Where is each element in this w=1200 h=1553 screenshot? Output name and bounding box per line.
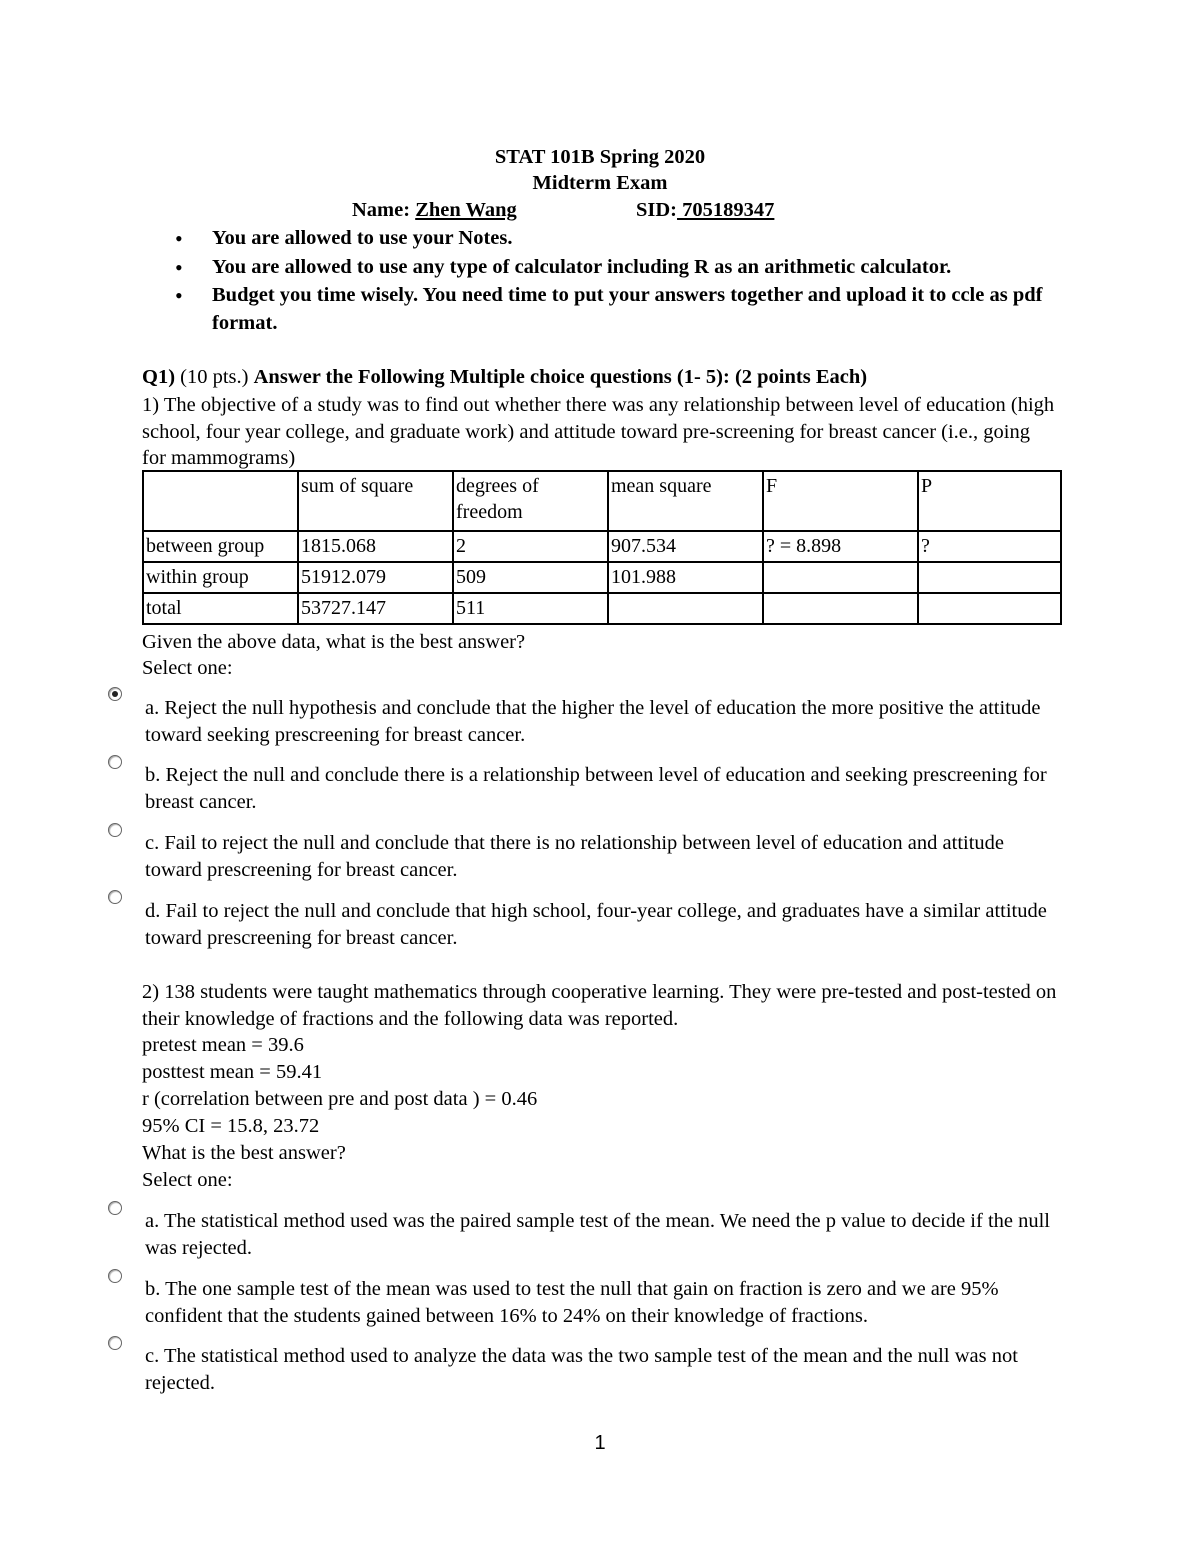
radio-q2-option-b[interactable] bbox=[108, 1269, 122, 1283]
table-cell bbox=[608, 593, 763, 624]
q1-option-c: c. Fail to reject the null and conclude that there is no relationship between level of education and attitude toward prescreening for breast cancer. bbox=[145, 832, 1004, 881]
rule-item: • Budget you time wisely. You need time to put your answers together and upload it to ccle as pdf format. bbox=[175, 282, 1072, 337]
table-header-cell: degrees of freedom bbox=[453, 471, 608, 531]
course-title: STAT 101B Spring 2020 bbox=[494, 146, 706, 168]
question-1-prompt: 1) The objective of a study was to find out whether there was any relationship between level of education (high school, four year college, and graduate work) and attitude toward pre-screening for breast cancer (i.e., going for mammograms) bbox=[142, 394, 1055, 469]
radio-q1-option-d[interactable] bbox=[108, 890, 122, 904]
table-cell bbox=[918, 562, 1061, 593]
table-header-cell: F bbox=[763, 471, 918, 531]
q1-header bbox=[142, 364, 867, 391]
table-cell: 51912.079 bbox=[298, 562, 453, 593]
page-number: 1 bbox=[594, 1432, 606, 1454]
table-header-cell: mean square bbox=[608, 471, 763, 531]
rule-item: • You are allowed to use any type of calculator including R as an arithmetic calculator. bbox=[175, 254, 972, 282]
table-cell: 907.534 bbox=[608, 531, 763, 562]
radio-q1-option-c[interactable] bbox=[108, 823, 122, 837]
table-header-cell bbox=[143, 471, 298, 531]
q1-option-a: a. Reject the null hypothesis and conclude that the higher the level of education the more positive the attitude toward seeking prescreening for breast cancer. bbox=[145, 697, 1041, 746]
table-cell: between group bbox=[143, 531, 298, 562]
question-1-select-one: Select one: bbox=[142, 657, 233, 679]
table-row bbox=[143, 562, 1061, 593]
q1-instructions: Answer the Following Multiple choice questions (1- 5): (2 points Each) bbox=[253, 366, 868, 388]
table-cell: 1815.068 bbox=[298, 531, 453, 562]
q2-posttest-line: posttest mean = 59.41 bbox=[142, 1061, 323, 1083]
table-cell: 511 bbox=[453, 593, 608, 624]
q2-ci-line: 95% CI = 15.8, 23.72 bbox=[142, 1115, 320, 1137]
table-cell bbox=[918, 593, 1061, 624]
question-1-ask: Given the above data, what is the best answer? bbox=[142, 631, 526, 653]
table-header-cell: P bbox=[918, 471, 1061, 531]
q1-points: (10 pts.) bbox=[175, 366, 254, 388]
q2-correlation-line: r (correlation between pre and post data ) = 0.46 bbox=[142, 1088, 538, 1110]
sid-label: SID: bbox=[636, 199, 678, 221]
table-cell: total bbox=[143, 593, 298, 624]
exam-title: Midterm Exam bbox=[532, 172, 668, 194]
name-label: Name: bbox=[352, 199, 416, 221]
q2-option-b: b. The one sample test of the mean was used to test the null that gain on fraction is zero and we are 95% confident that the students gained between 16% to 24% on their knowledge of fractions. bbox=[145, 1278, 999, 1327]
q2-pretest-line: pretest mean = 39.6 bbox=[142, 1034, 304, 1056]
q1-option-b: b. Reject the null and conclude there is a relationship between level of education and seeking prescreening for breast cancer. bbox=[145, 764, 1047, 813]
radio-q2-option-a[interactable] bbox=[108, 1201, 122, 1215]
question-2-prompt: 2) 138 students were taught mathematics through cooperative learning. They were pre-tested and post-tested on their knowledge of fractions and the following data was reported. bbox=[142, 981, 1057, 1030]
name-line bbox=[352, 197, 517, 224]
table-cell: ? bbox=[918, 531, 1061, 562]
anova-table bbox=[142, 470, 1062, 625]
q1-label: Q1) bbox=[142, 366, 176, 388]
question-2-ask: What is the best answer? bbox=[142, 1142, 346, 1164]
table-cell: 53727.147 bbox=[298, 593, 453, 624]
table-cell: ? = 8.898 bbox=[763, 531, 918, 562]
rule-item: • You are allowed to use your Notes. bbox=[175, 225, 1055, 253]
sid-value: 705189347 bbox=[677, 199, 775, 221]
q2-option-a: a. The statistical method used was the paired sample test of the mean. We need the p value to decide if the null was rejected. bbox=[145, 1210, 1051, 1259]
table-cell bbox=[763, 593, 918, 624]
radio-q1-option-b[interactable] bbox=[108, 755, 122, 769]
table-cell bbox=[763, 562, 918, 593]
radio-q2-option-c[interactable] bbox=[108, 1336, 122, 1350]
table-header-row bbox=[143, 471, 1061, 531]
q2-option-c: c. The statistical method used to analyze the data was the two sample test of the mean and the null was not rejected. bbox=[145, 1345, 1018, 1394]
radio-q1-option-a[interactable] bbox=[108, 687, 122, 701]
name-value: Zhen Wang bbox=[415, 199, 517, 221]
question-2-select-one: Select one: bbox=[142, 1169, 233, 1191]
table-header-cell: sum of square bbox=[298, 471, 453, 531]
sid-line bbox=[636, 197, 774, 224]
table-cell: within group bbox=[143, 562, 298, 593]
table-cell: 509 bbox=[453, 562, 608, 593]
table-cell: 2 bbox=[453, 531, 608, 562]
q1-option-d: d. Fail to reject the null and conclude that high school, four-year college, and graduates have a similar attitude toward prescreening for breast cancer. bbox=[145, 900, 1047, 949]
table-row bbox=[143, 531, 1061, 562]
table-cell: 101.988 bbox=[608, 562, 763, 593]
exam-rules-list bbox=[175, 225, 1055, 338]
table-row bbox=[143, 593, 1061, 624]
